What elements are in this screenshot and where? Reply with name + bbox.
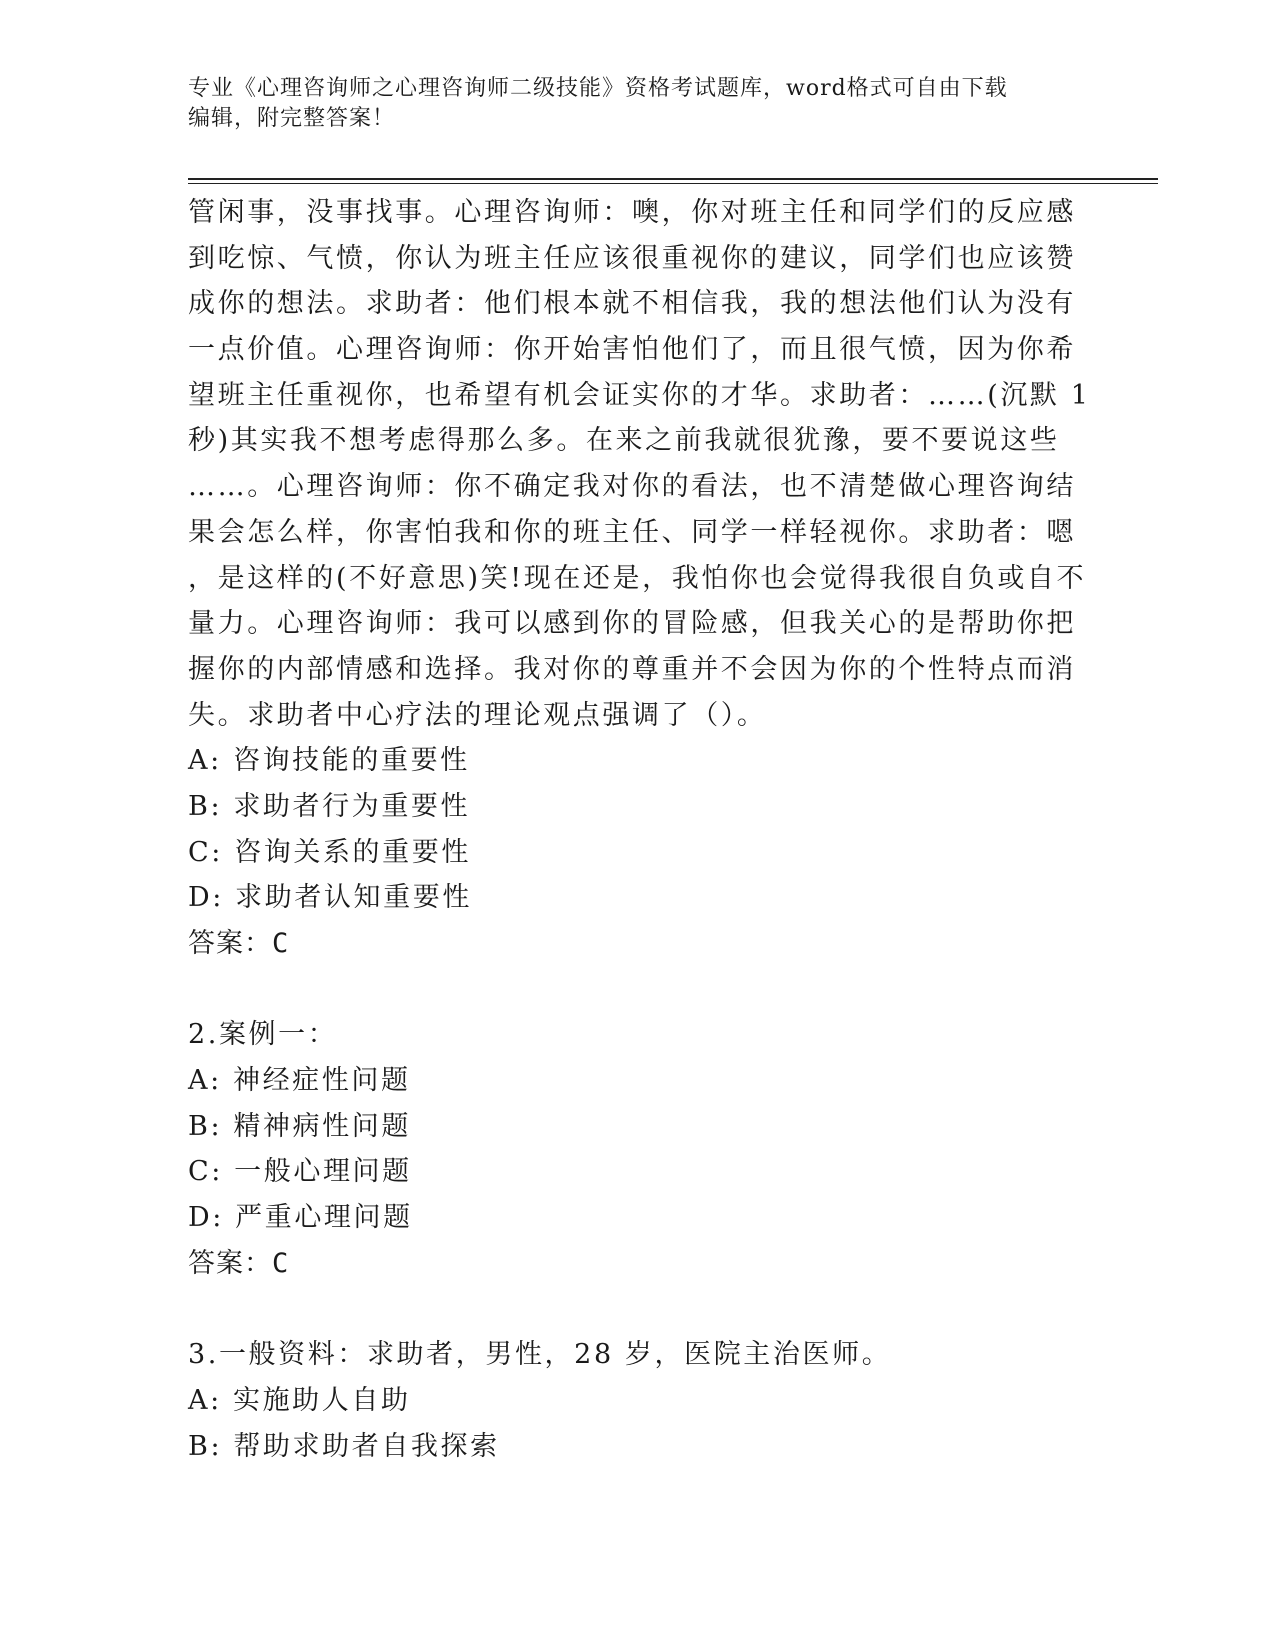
question-spacer bbox=[188, 967, 1088, 1013]
passage-line: 管闲事，没事找事。心理咨询师：噢，你对班主任和同学们的反应感 bbox=[188, 197, 1076, 228]
passage-line: 量力。心理咨询师：我可以感到你的冒险感，但我关心的是帮助你把 bbox=[188, 608, 1076, 640]
passage-line: 秒)其实我不想考虑得那么多。在来之前我就很犹豫，要不要说这些 bbox=[188, 425, 1060, 457]
question-3 bbox=[188, 1332, 1088, 1469]
question-1 bbox=[188, 190, 1091, 967]
option-b: B: 精神病性问题 bbox=[188, 1110, 411, 1142]
option-d: D: 求助者认知重要性 bbox=[188, 882, 472, 914]
header-title-line-1: 专业《心理咨询师之心理咨询师二级技能》资格考试题库，word格式可自由下载 bbox=[188, 76, 1008, 101]
header-title-line-2: 编辑，附完整答案！ bbox=[188, 106, 396, 131]
passage-line: 果会怎么样，你害怕我和你的班主任、同学一样轻视你。求助者：嗯 bbox=[188, 516, 1076, 548]
passage-line: 到吃惊、气愤，你认为班主任应该很重视你的建议，同学们也应该赞 bbox=[188, 242, 1076, 274]
answer-line: 答案：C bbox=[188, 1247, 290, 1279]
option-a: A: 实施助人自助 bbox=[188, 1384, 411, 1416]
question-title: 3.一般资料：求助者，男性，28 岁，医院主治医师。 bbox=[188, 1339, 892, 1371]
passage-line: 失。求助者中心疗法的理论观点强调了（）。 bbox=[188, 699, 767, 731]
question-spacer bbox=[188, 1287, 1088, 1333]
option-a: A: 咨询技能的重要性 bbox=[188, 745, 470, 777]
question-2 bbox=[188, 1012, 1088, 1286]
option-b: B: 帮助求助者自我探索 bbox=[188, 1430, 500, 1462]
question-title: 2.案例一： bbox=[188, 1019, 338, 1051]
option-b: B: 求助者行为重要性 bbox=[188, 790, 471, 822]
option-d: D: 严重心理问题 bbox=[188, 1202, 413, 1234]
question-1-passage bbox=[188, 190, 1091, 738]
answer-line: 答案：C bbox=[188, 928, 290, 959]
passage-line: 望班主任重视你，也希望有机会证实你的才华。求助者：……(沉默 1 bbox=[188, 379, 1091, 411]
header-divider-thick bbox=[188, 178, 1158, 180]
passage-line: ……。心理咨询师：你不确定我对你的看法，也不清楚做心理咨询结 bbox=[188, 471, 1076, 503]
option-c: C: 咨询关系的重要性 bbox=[188, 836, 471, 868]
option-c: C: 一般心理问题 bbox=[188, 1156, 412, 1188]
passage-line: ，是这样的(不好意思)笑!现在还是，我怕你也会觉得我很自负或自不 bbox=[188, 562, 1087, 594]
document-header bbox=[188, 74, 1088, 134]
passage-line: 握你的内部情感和选择。我对你的尊重并不会因为你的个性特点而消 bbox=[188, 653, 1076, 685]
document-body bbox=[188, 190, 1091, 1469]
passage-line: 一点价值。心理咨询师：你开始害怕他们了，而且很气愤，因为你希 bbox=[188, 334, 1076, 366]
header-divider-thin bbox=[188, 183, 1158, 184]
option-a: A: 神经症性问题 bbox=[188, 1065, 411, 1097]
passage-line: 成你的想法。求助者：他们根本就不相信我，我的想法他们认为没有 bbox=[188, 288, 1076, 320]
